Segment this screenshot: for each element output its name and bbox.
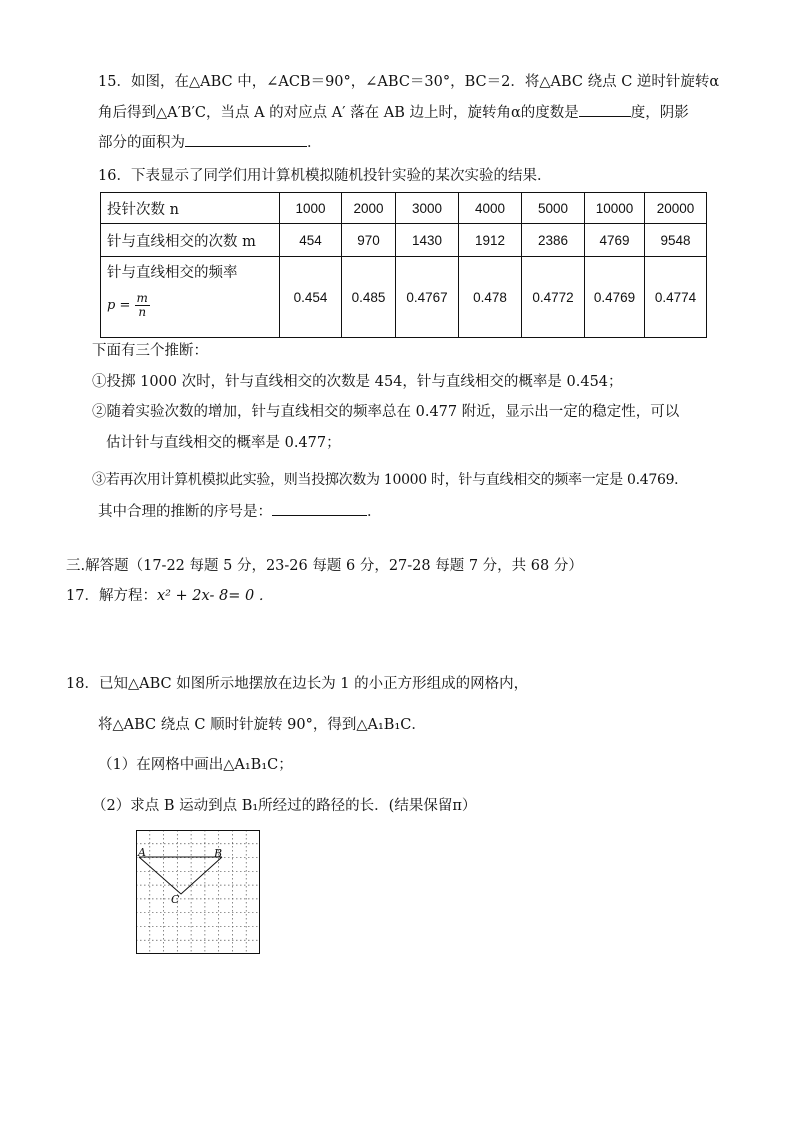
q15-line2 bbox=[98, 102, 689, 123]
grid-lines bbox=[136, 830, 260, 954]
grid-svg bbox=[136, 830, 260, 954]
cell-n-5: 10000 bbox=[585, 193, 645, 224]
q16-inference-2b: 估计针与直线相交的概率是 0.477； bbox=[106, 435, 341, 451]
table-row bbox=[101, 193, 707, 224]
q16-answer-blank[interactable] bbox=[272, 501, 367, 516]
formula-numerator: m bbox=[136, 291, 148, 305]
frequency-formula bbox=[107, 292, 279, 319]
cell-n-4: 5000 bbox=[522, 193, 585, 224]
cell-m-4: 2386 bbox=[522, 224, 585, 257]
cell-n-3: 4000 bbox=[459, 193, 522, 224]
cell-n-0: 1000 bbox=[280, 193, 342, 224]
q15-line2-tail: 度，阴影 bbox=[630, 105, 689, 121]
cell-n-2: 3000 bbox=[396, 193, 459, 224]
q18-line1: 18．已知△ABC 如图所示地摆放在边长为 1 的小正方形组成的网格内， bbox=[66, 676, 529, 692]
formula-fraction bbox=[135, 292, 150, 319]
cell-n-6: 20000 bbox=[645, 193, 707, 224]
grid-border bbox=[137, 831, 260, 954]
formula-denominator: n bbox=[138, 305, 147, 319]
cell-m-3: 1912 bbox=[459, 224, 522, 257]
q17-equation: x² + 2x- 8= 0 ． bbox=[156, 588, 274, 604]
q18-part1: （1）在网格中画出△A₁B₁C； bbox=[98, 757, 293, 773]
q15-line1: 15．如图，在△ABC 中，∠ACB＝90°，∠ABC＝30°，BC＝2．将△ABC 绕点 C 逆时针旋转α bbox=[98, 74, 720, 90]
section-3-heading: 三.解答题（17-22 每题 5 分，23-26 每题 6 分，27-28 每题 7 分，共 68 分） bbox=[66, 558, 583, 574]
label-c: C bbox=[171, 893, 180, 906]
cell-p-6: 0.4774 bbox=[645, 257, 707, 338]
cell-p-5: 0.4769 bbox=[585, 257, 645, 338]
q16-answer-tail: ． bbox=[367, 504, 382, 520]
cell-p-1: 0.485 bbox=[342, 257, 396, 338]
q16-infer-intro: 下面有三个推断： bbox=[92, 343, 208, 359]
q15-answer-blank-2[interactable] bbox=[185, 132, 307, 147]
row-header-n: 投针次数 n bbox=[101, 193, 280, 224]
q15-answer-blank-1[interactable] bbox=[579, 102, 631, 117]
q16-inference-1: ①投掷 1000 次时，针与直线相交的次数是 454，针与直线相交的概率是 0.454； bbox=[92, 374, 623, 390]
q17-label: 17．解方程： bbox=[66, 588, 157, 604]
cell-m-5: 4769 bbox=[585, 224, 645, 257]
cell-m-0: 454 bbox=[280, 224, 342, 257]
q18-part2: （2）求点 B 运动到点 B₁所经过的路径的长．(结果保留π） bbox=[92, 798, 477, 814]
formula-lhs: p = bbox=[107, 298, 131, 313]
q15-line2-text: 角后得到△A′B′C，当点 A 的对应点 A′ 落在 AB 边上时，旋转角α的度数是 bbox=[98, 105, 579, 121]
q16-intro: 16．下表显示了同学们用计算机模拟随机投针实验的某次实验的结果． bbox=[98, 168, 552, 184]
cell-m-2: 1430 bbox=[396, 224, 459, 257]
q15-line3 bbox=[98, 132, 322, 153]
q16-answer bbox=[98, 501, 382, 522]
q16-inference-3: ③若再次用计算机模拟此实验，则当投掷次数为 10000 时，针与直线相交的频率一定是 0.4769． bbox=[92, 472, 688, 488]
frequency-table bbox=[100, 192, 707, 338]
label-a: A bbox=[138, 846, 146, 859]
table-row bbox=[101, 224, 707, 257]
row-header-p bbox=[101, 257, 280, 338]
q16-inference-2a: ②随着实验次数的增加，针与直线相交的频率总在 0.477 附近，显示出一定的稳定性，可以 bbox=[92, 404, 680, 420]
q18-line2: 将△ABC 绕点 C 顺时针旋转 90°，得到△A₁B₁C． bbox=[98, 717, 426, 733]
cell-m-1: 970 bbox=[342, 224, 396, 257]
cell-n-1: 2000 bbox=[342, 193, 396, 224]
grid-figure bbox=[136, 830, 260, 954]
table-row bbox=[101, 257, 707, 338]
cell-p-2: 0.4767 bbox=[396, 257, 459, 338]
label-b: B bbox=[214, 847, 223, 860]
cell-p-3: 0.478 bbox=[459, 257, 522, 338]
q15-line3-text: 部分的面积为 bbox=[98, 135, 185, 151]
cell-m-6: 9548 bbox=[645, 224, 707, 257]
cell-p-0: 0.454 bbox=[280, 257, 342, 338]
q17 bbox=[66, 586, 273, 606]
cell-p-4: 0.4772 bbox=[522, 257, 585, 338]
row-header-m: 针与直线相交的次数 m bbox=[101, 224, 280, 257]
q16-answer-label: 其中合理的推断的序号是： bbox=[98, 504, 272, 520]
triangle-sides bbox=[139, 857, 222, 894]
q15-line3-tail: ． bbox=[307, 135, 322, 151]
row-header-p-label: 针与直线相交的频率 bbox=[107, 265, 238, 281]
